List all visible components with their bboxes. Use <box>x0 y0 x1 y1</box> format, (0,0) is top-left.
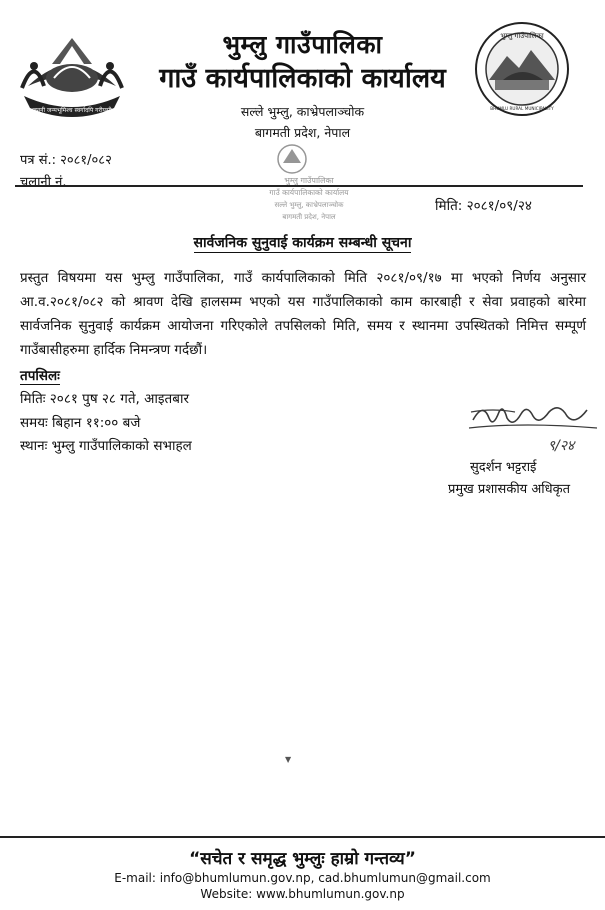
signature <box>463 398 603 458</box>
logo-bottom-text: BHUMLU RURAL MUNICIPALITY <box>490 106 554 111</box>
reference-number: पत्र सं.: २०८१/०८२ <box>20 153 112 168</box>
details-heading-text: तपसिलः <box>20 368 60 384</box>
stamp-line-1: भुम्लु गाउँपालिका <box>284 176 334 185</box>
signer-name: सुदर्शन भट्टराई <box>470 460 537 475</box>
dispatch-number: चलानी नं. <box>20 175 67 190</box>
office-name: भुम्लु गाउँपालिका <box>222 30 383 59</box>
address-line-2: बागमती प्रदेश, नेपाल <box>254 125 351 140</box>
letter-date: मिति: २०८१/०९/२४ <box>435 198 532 214</box>
stamp-line-4: बागमती प्रदेश, नेपाल <box>282 213 336 221</box>
detail-time: समयः बिहान ११:०० बजे <box>20 415 141 431</box>
details-heading <box>20 366 60 384</box>
notice-title-text: सार्वजनिक सुनुवाई कार्यक्रम सम्बन्धी सूचना <box>193 235 412 251</box>
footer-divider <box>0 836 605 838</box>
notice-body: प्रस्तुत विषयमा यस भुम्लु गाउँपालिका, गाउँ कार्यपालिकाको मिति २०८१/०९/१७ मा भएको निर्णय अनुसार आ.व.२०८१/०८२ को श्रावण देखि हालसम्म भएको यस गाउँपालिकाको काम कारबाही र सेवा प्रवाहको बारेमा सार्वजनिक सुनुवाई कार्यक्रम आयोजना गरिएकोले तपसिलको मिति, समय र स्थानमा उपस्थितको निमित्त सम्पूर्ण गाउँबासीहरुमा हार्दिक निमन्त्रण गर्दछौं। <box>20 270 586 358</box>
signer-role: प्रमुख प्रशासकीय अधिकृत <box>448 482 571 497</box>
stamp-line-2: गाउँ कार्यपालिकाको कार्यालय <box>269 188 349 197</box>
small-mark-icon: ▼ <box>285 755 292 764</box>
footer-email: E-mail: info@bhumlumun.gov.np, cad.bhumlumun@gmail.com <box>114 871 491 885</box>
footer-website: Website: www.bhumlumun.gov.np <box>200 887 405 901</box>
footer-motto: “सचेत र समृद्ध भुम्लुः हाम्रो गन्तव्य” <box>189 849 416 869</box>
emblem-caption: जननी जन्मभूमिश्च स्वर्गादपि गरीयसी <box>32 107 112 114</box>
stamp-line-3: सल्ले भुम्लु, काभ्रेपलाञ्चोक <box>274 201 344 209</box>
signature-date: ९/२४ <box>547 438 575 454</box>
logo-top-text: भुम्लु गाउँपालिका <box>500 32 544 40</box>
address-line-1: सल्ले भुम्लु, काभ्रेपलाञ्चोक <box>240 104 365 119</box>
detail-place: स्थानः भुम्लु गाउँपालिकाको सभाहल <box>20 438 192 454</box>
notice-title <box>0 233 605 252</box>
office-stamp <box>247 139 371 233</box>
detail-date: मितिः २०८१ पुष २८ गते, आइतबार <box>20 391 189 407</box>
office-title: गाउँ कार्यपालिकाको कार्यालय <box>159 63 446 94</box>
